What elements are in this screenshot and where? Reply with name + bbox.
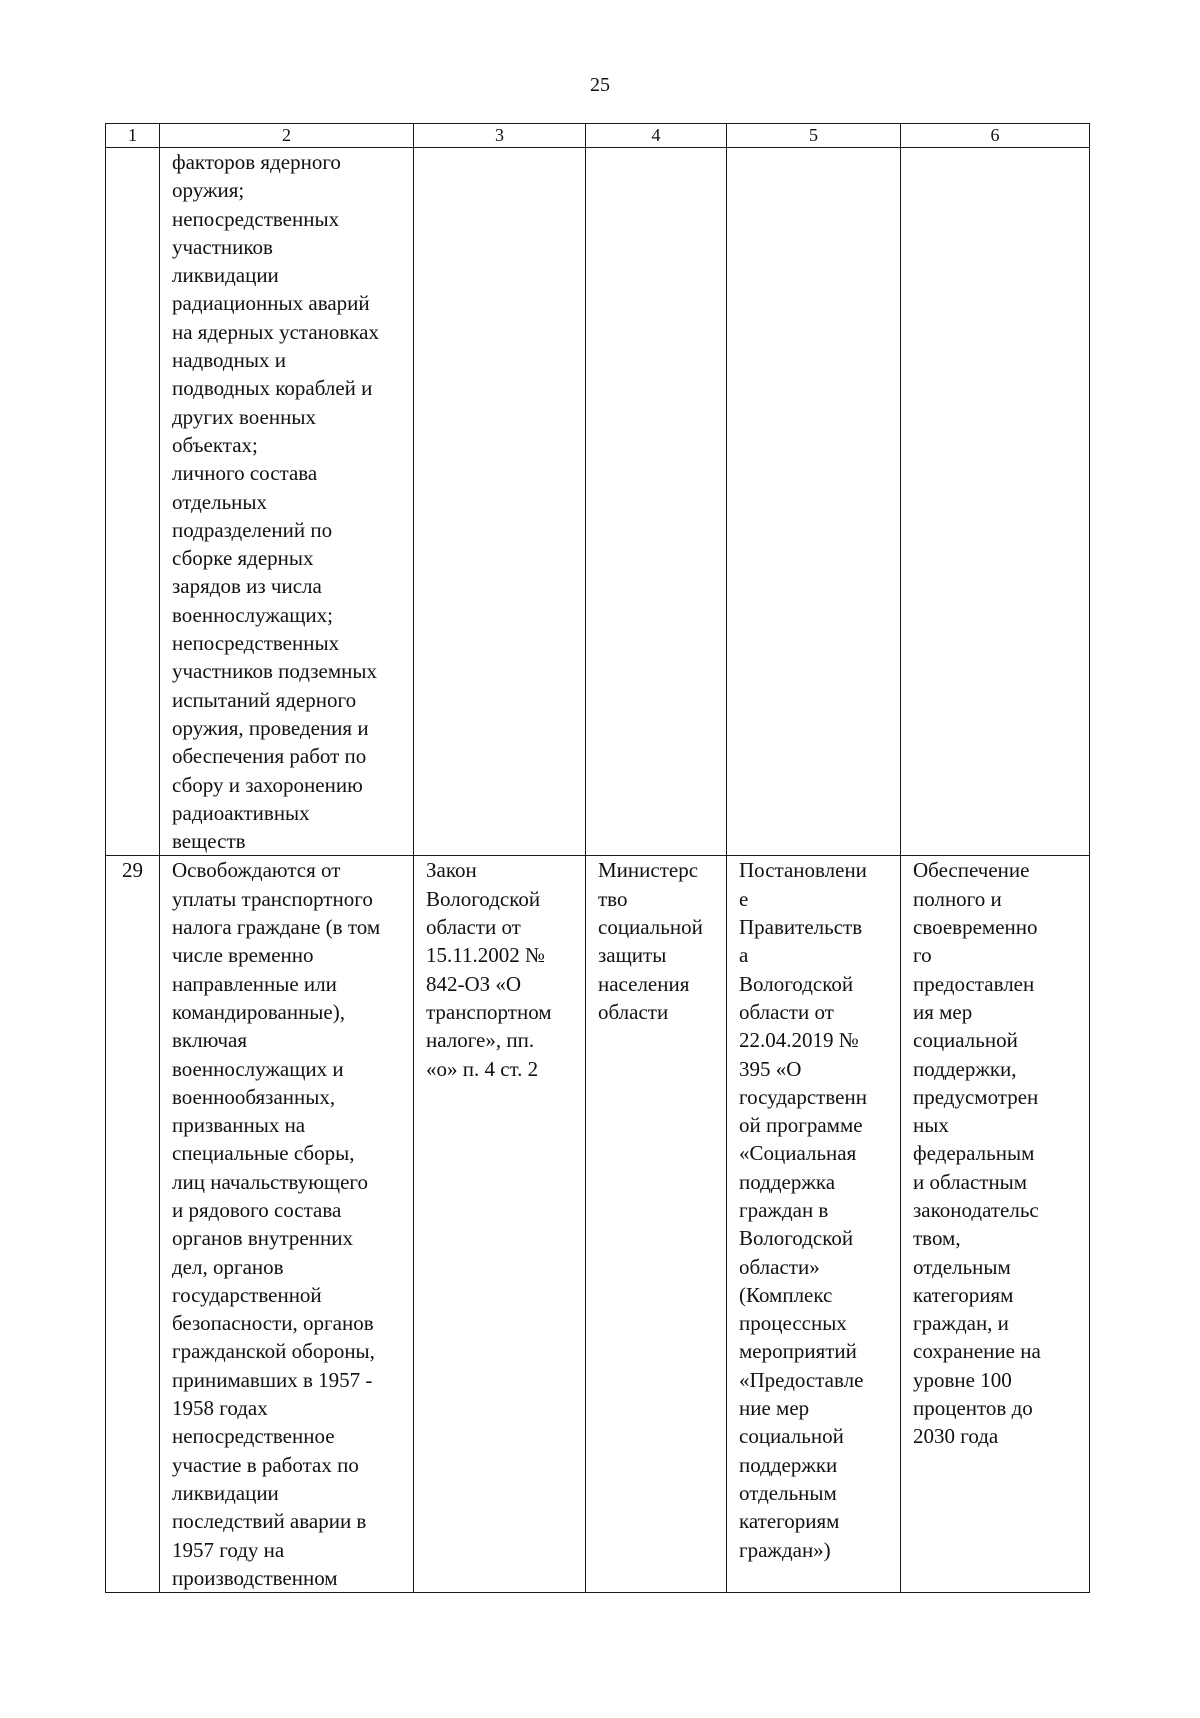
row-number-cell	[106, 148, 160, 856]
header-cell-2: 2	[160, 124, 414, 148]
program-cell: Постановлени е Правительств а Вологодской области от 22.04.2019 № 395 «О государственн ой программе «Социальная поддержка граждан в Вологодской области» (Комплекс процессных мероприятий «Предоставле ние мер социальной поддержки отдельным категориям граждан»)	[727, 856, 901, 1593]
row-number-cell: 29	[106, 856, 160, 1593]
responsible-body-cell	[586, 148, 727, 856]
header-cell-1: 1	[106, 124, 160, 148]
page-number: 25	[590, 74, 610, 96]
program-cell	[727, 148, 901, 856]
header-cell-3: 3	[414, 124, 586, 148]
document-table	[105, 123, 1090, 1593]
header-cell-4: 4	[586, 124, 727, 148]
responsible-body-cell: Министерс тво социальной защиты населения области	[586, 856, 727, 1593]
table-row-continuation	[106, 148, 1090, 856]
goal-cell	[901, 148, 1090, 856]
legal-basis-cell	[414, 148, 586, 856]
category-description-cell: факторов ядерного оружия; непосредственных участников ликвидации радиационных аварий на ядерных установках надводных и подводных кораблей и других военных объектах; личного состава отдельных подразделений по сборке ядерных зарядов из числа военнослужащих; непосредственных участников подземных испытаний ядерного оружия, проведения и обеспечения работ по сбору и захоронению радиоактивных веществ	[160, 148, 414, 856]
category-description-cell: Освобождаются от уплаты транспортного налога граждане (в том числе временно направленные или командированные), включая военнослужащих и военнообязанных, призванных на специальные сборы, лиц начальствующего и рядового состава органов внутренних дел, органов государственной безопасности, органов гражданской обороны, принимавших в 1957 - 1958 годах непосредственное участие в работах по ликвидации последствий аварии в 1957 году на производственном	[160, 856, 414, 1593]
header-cell-6: 6	[901, 124, 1090, 148]
header-cell-5: 5	[727, 124, 901, 148]
legal-basis-cell: Закон Вологодской области от 15.11.2002 № 842-ОЗ «О транспортном налоге», пп. «о» п. 4 ст. 2	[414, 856, 586, 1593]
table-row-29	[106, 856, 1090, 1593]
goal-cell: Обеспечение полного и своевременно го предоставлен ия мер социальной поддержки, предусмотрен ных федеральным и областным законодательс твом, отдельным категориям граждан, и сохранение на уровне 100 процентов до 2030 года	[901, 856, 1090, 1593]
table-header-row	[106, 124, 1090, 148]
